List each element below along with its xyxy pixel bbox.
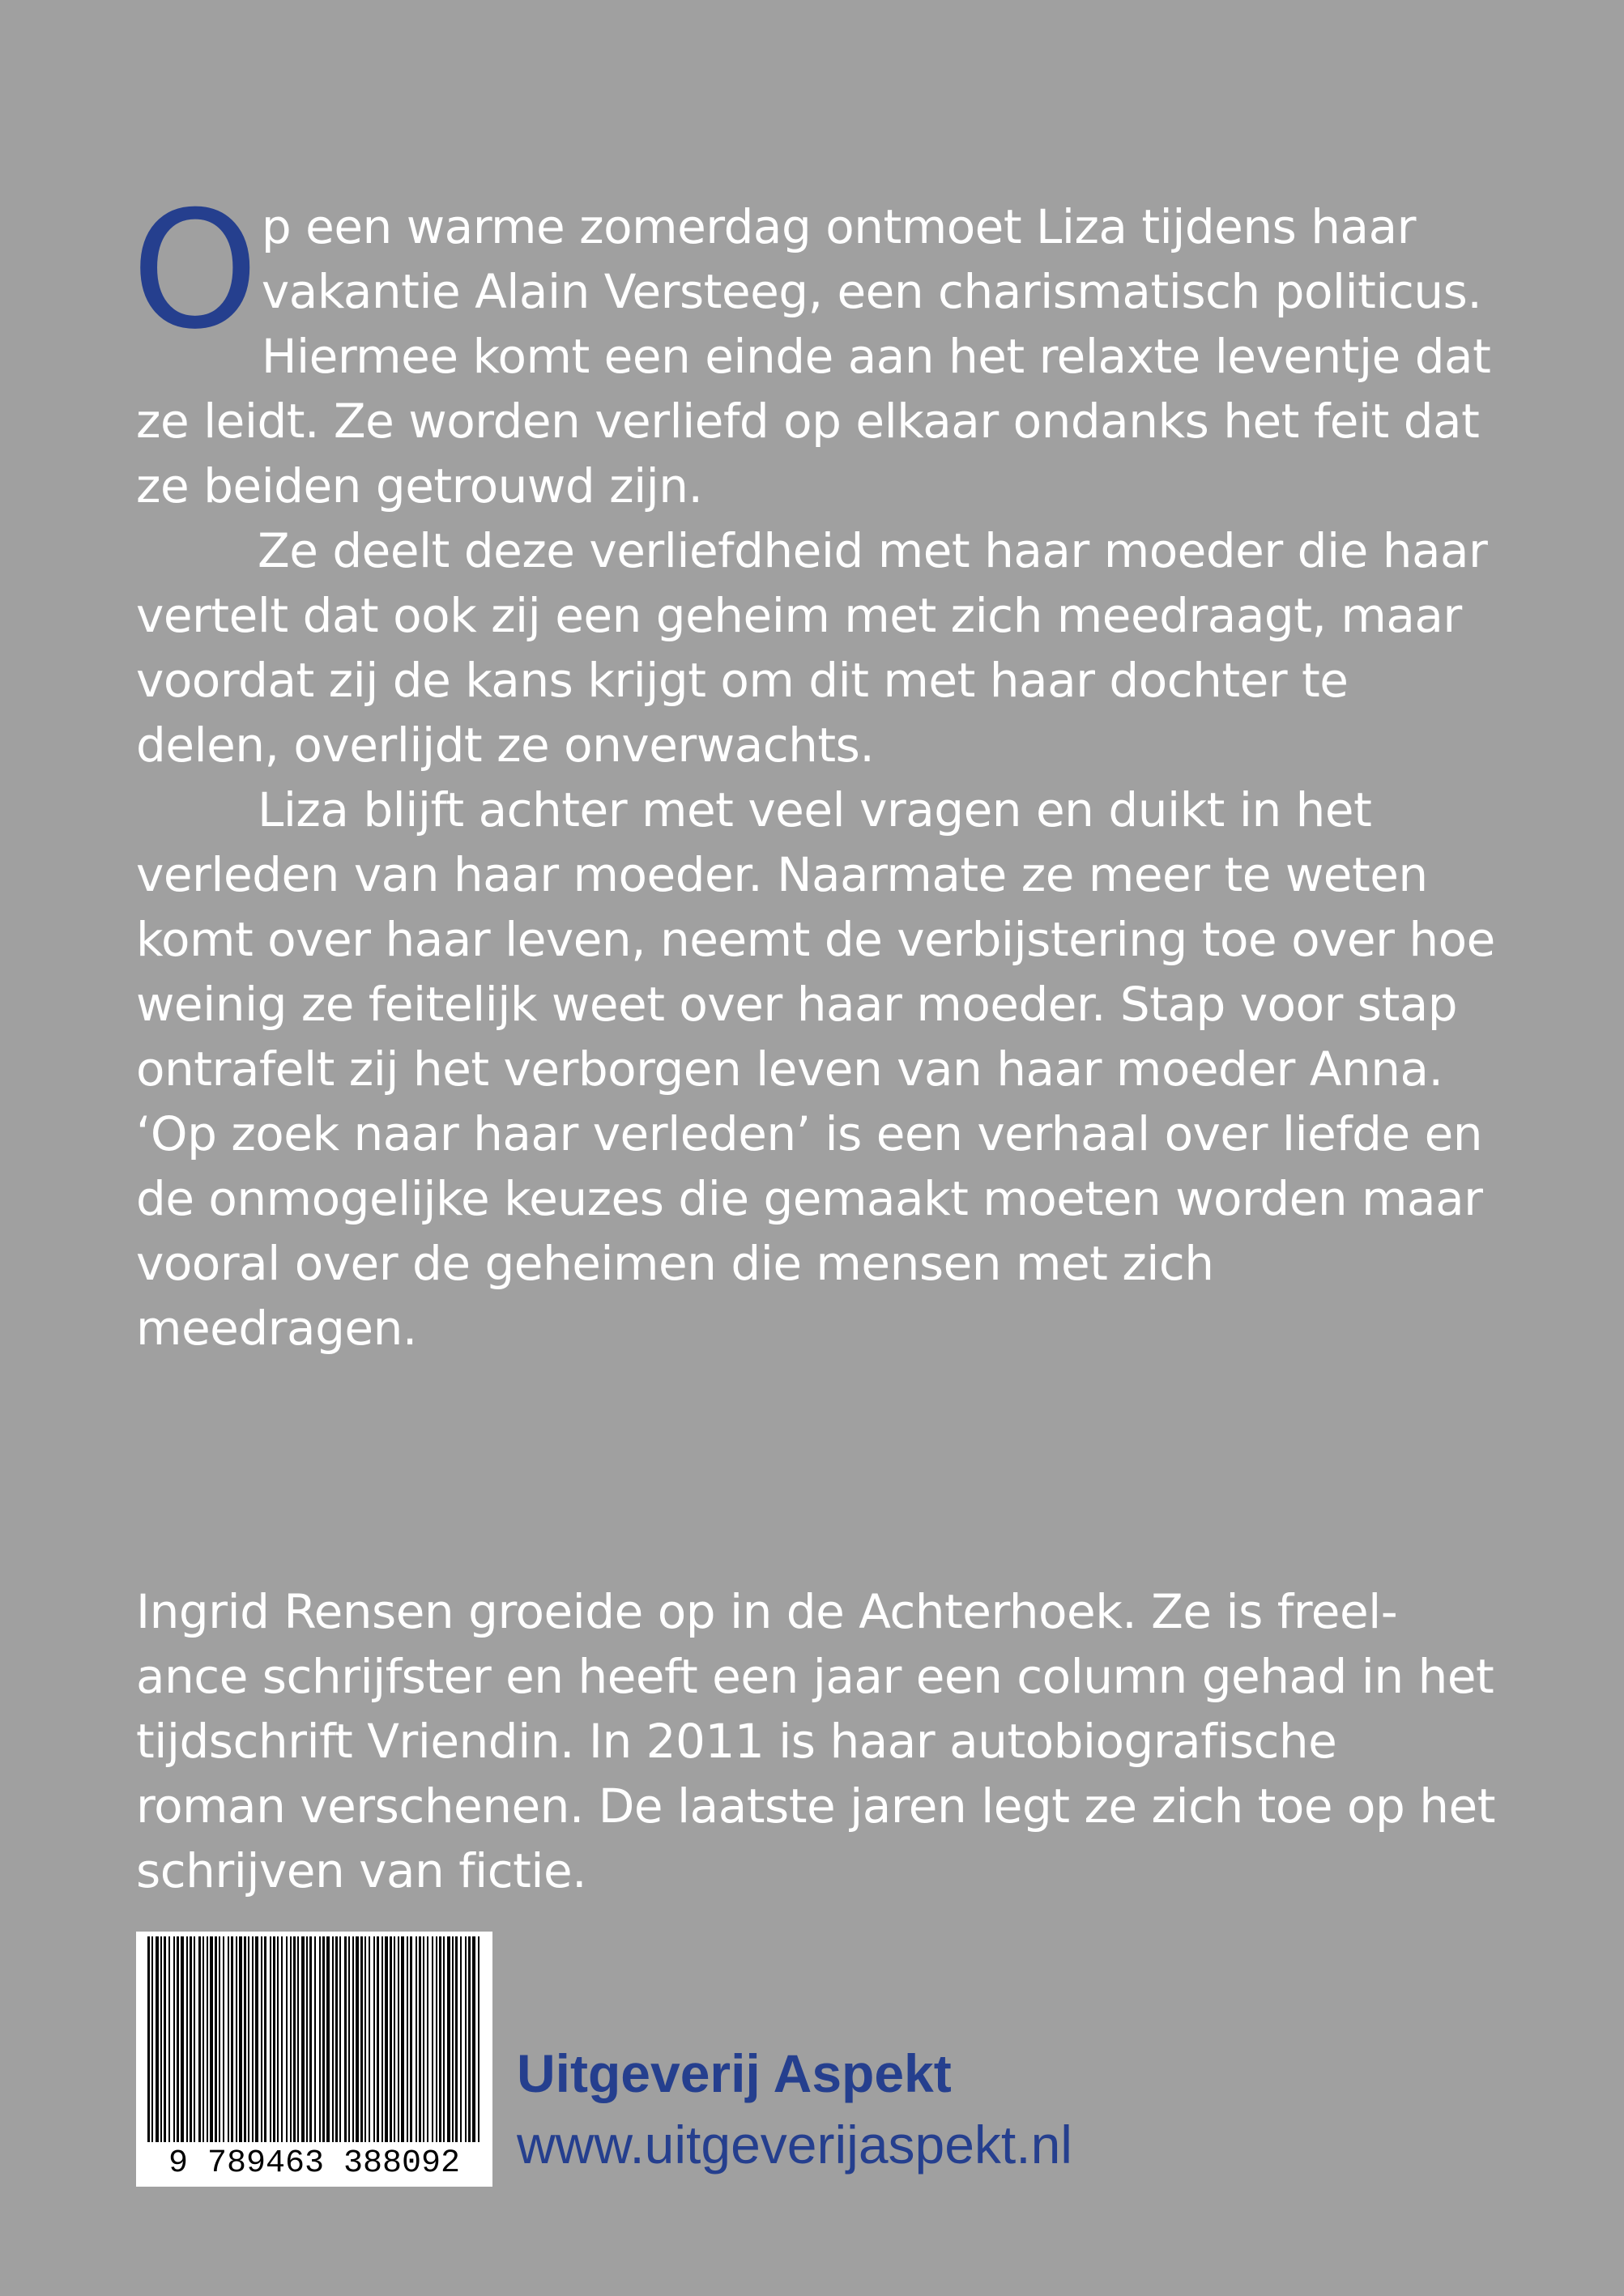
publisher-url[interactable]: www.uitgeverijaspekt.nl [517,2115,1072,2175]
barcode-icon [136,1932,492,2146]
publisher-block [517,2041,1072,2183]
blurb-paragraph-4: ‘Op zoek naar haar verleden’ is een verhaal over liefde en de onmogelijke keuzes die gemaakt moeten worden maar vooral over de geheimen die mensen met zich meedragen. [136,1106,1483,1356]
barcode-digits: 9 789463 388092 [168,2145,461,2182]
blurb-paragraph-1 [131,177,1497,518]
blurb-paragraph-1-text: p een warme zomerdag ontmoet Liza tijdens haar vakantie Alain Versteeg, een charismatisch politicus. Hiermee komt een einde aan het relaxte leventje dat ze leidt. Ze worden verliefd op elkaar ondanks het feit dat ze beiden getrouwd zijn. [136,199,1491,513]
dropcap-letter: O [131,177,258,365]
blurb-text [131,177,1497,1361]
author-bio [136,1579,1497,1903]
isbn-barcode [136,1932,492,2187]
blurb-paragraph-3: Liza blijft achter met veel vragen en duikt in het verleden van haar moeder. Naarmate ze meer te weten komt over haar leven, neemt de verbijstering toe over hoe weinig ze feitelijk weet over haar moeder. Stap voor stap ontrafelt zij het verborgen leven van haar moeder Anna. [136,782,1495,1097]
blurb-paragraph-2: Ze deelt deze verliefdheid met haar moeder die haar vertelt dat ook zij een geheim met zich meedraagt, maar voordat zij de kans krijgt om dit met haar dochter te delen, overlijdt ze onverwachts. [136,523,1488,773]
publisher-name: Uitgeverij Aspekt [517,2043,952,2103]
author-bio-text: Ingrid Rensen groeide op in de Achterhoek. Ze is freel-ance schrijfster en heeft een jaar een column gehad in het tijdschrift Vriendin. In 2011 is haar autobiografische roman verschenen. De laatste jaren legt ze zich toe op het schrijven van fictie. [136,1584,1495,1898]
